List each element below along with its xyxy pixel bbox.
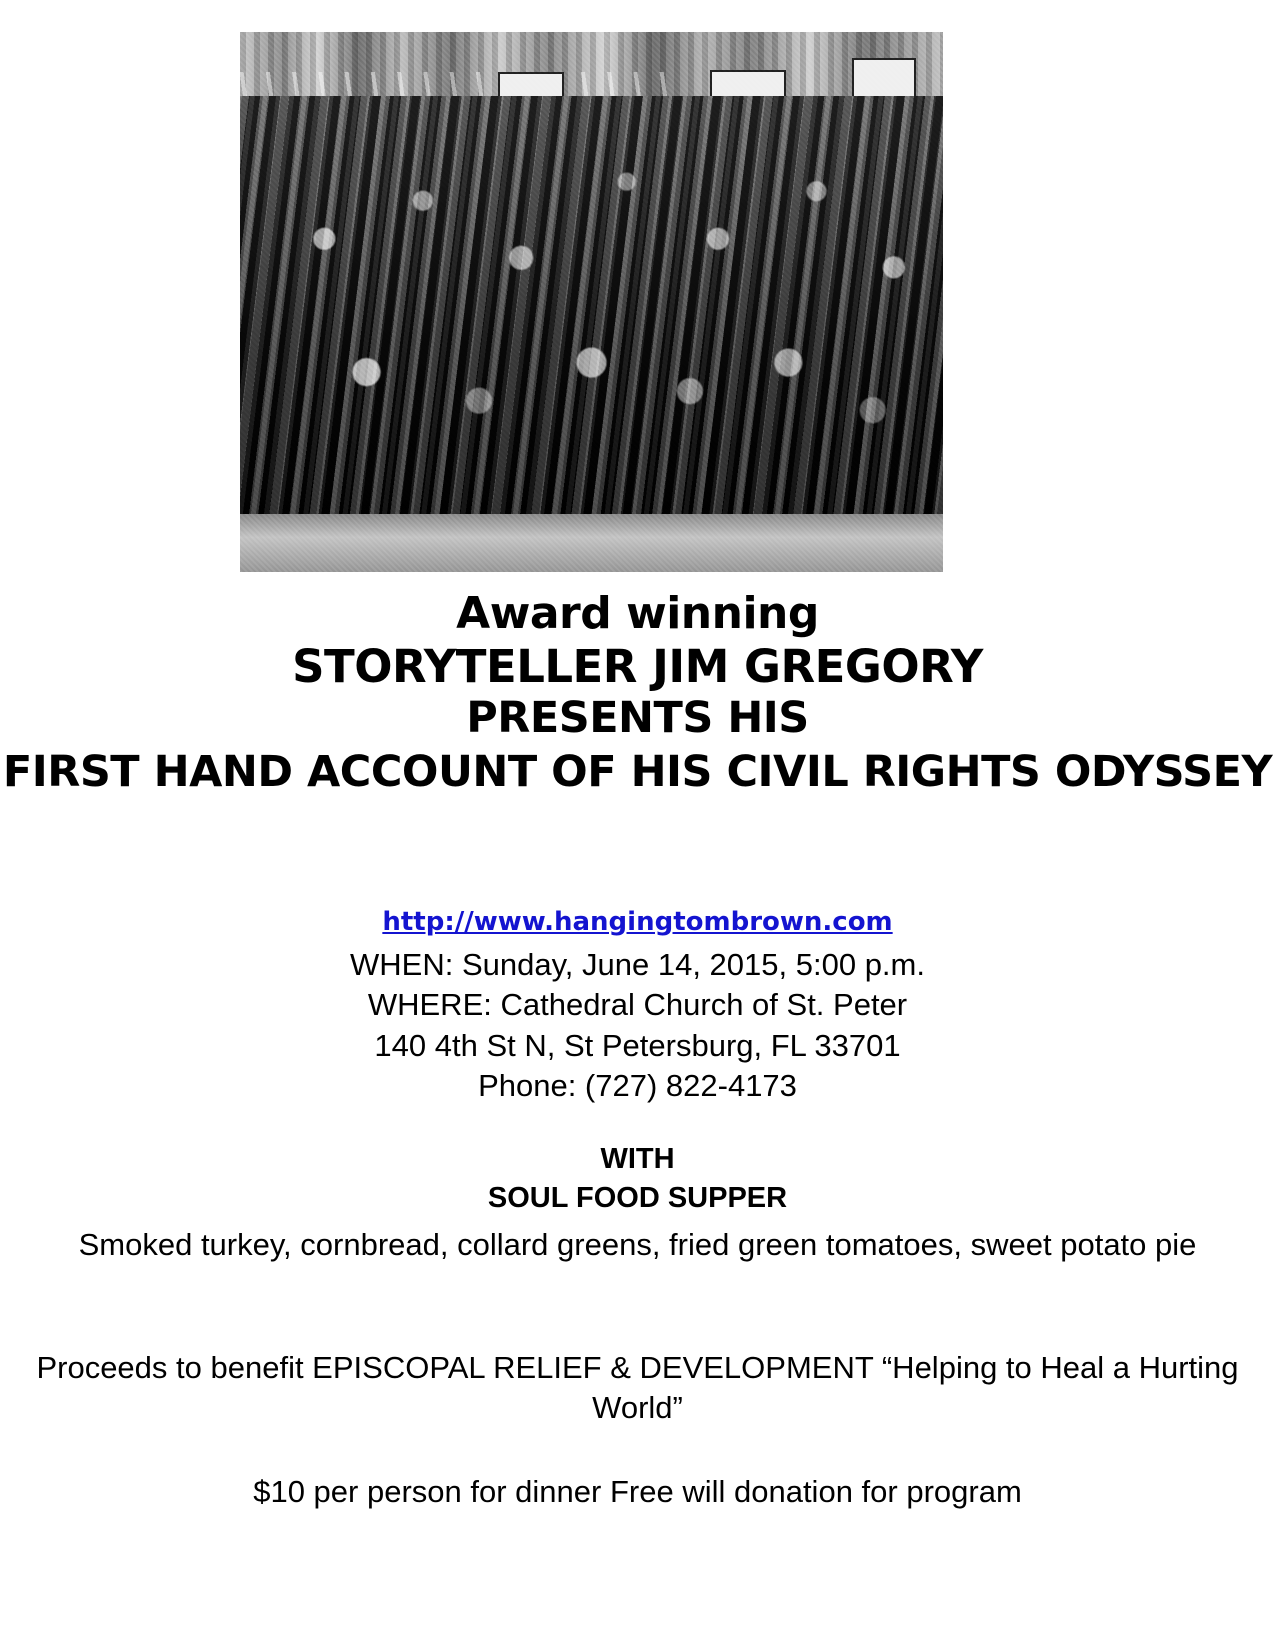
detail-phone: Phone: (727) 822-4173: [478, 1067, 797, 1103]
website-link-row: [0, 907, 1275, 937]
proceeds-tagline: “Helping to Heal a Hurting World”: [592, 1350, 1239, 1426]
menu-line-1: Smoked turkey, cornbread, collard greens, fried green tomatoes,: [78, 1227, 962, 1262]
supper-with-label: WITH: [600, 1143, 675, 1175]
detail-address: 140 4th St N, St Petersburg, FL 33701: [374, 1027, 901, 1063]
proceeds-beneficiary: Proceeds to benefit EPISCOPAL RELIEF & DEVELOPMENT: [36, 1350, 874, 1385]
headline-block: [0, 588, 1275, 797]
civil-rights-march-photo: [240, 32, 943, 572]
event-details: [0, 945, 1275, 1106]
price-program: Free will donation for program: [609, 1474, 1022, 1509]
supper-heading-block: [0, 1140, 1275, 1218]
proceeds-block: [0, 1348, 1275, 1429]
headline-award-winning: Award winning: [456, 588, 819, 639]
detail-where: WHERE: Cathedral Church of St. Peter: [367, 987, 908, 1023]
detail-when: WHEN: Sunday, June 14, 2015, 5:00 p.m.: [350, 947, 925, 982]
supper-title: SOUL FOOD SUPPER: [487, 1181, 788, 1214]
headline-presents-his: PRESENTS HIS: [466, 693, 809, 743]
menu-line-2: sweet potato pie: [970, 1227, 1197, 1262]
headline-storyteller-name: STORYTELLER JIM GREGORY: [292, 640, 983, 693]
headline-subject: FIRST HAND ACCOUNT OF HIS CIVIL RIGHTS ODYSSEY: [2, 747, 1273, 797]
supper-menu: [0, 1225, 1275, 1265]
price-dinner: $10 per person for dinner: [253, 1474, 602, 1509]
photo-image: [240, 32, 943, 572]
pricing-block: [0, 1472, 1275, 1512]
website-link[interactable]: http://www.hangingtombrown.com: [382, 907, 893, 937]
photo-grain-overlay: [240, 32, 943, 572]
